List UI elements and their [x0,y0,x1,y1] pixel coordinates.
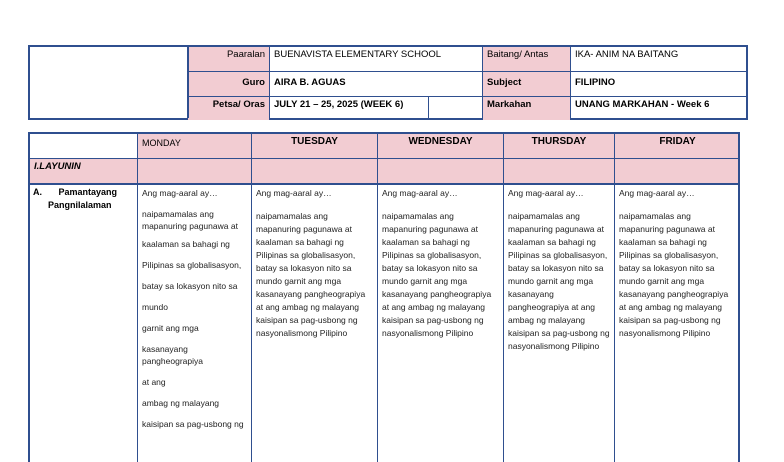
monday-content: Ang mag-aaral ay… naipamamalas ang mapanuring pagunawa at kaalaman sa bahagi ng Pilipinas sa globalisasyon, batay sa lokasyon nito sa mundo garnit ang mga kasanayang pangheograpiya at ang ambag ng malayang kaisipan sa pag-usbong ng [142,188,244,429]
day-header-monday: MONDAY [142,138,181,148]
quarter-label: Markahan [483,97,570,120]
row-label [33,186,135,212]
quarter-value: UNANG MARKAHAN - Week 6 [575,99,710,110]
friday-content: Ang mag-aaral ay… naipamamalas ang mapanuring pagunawa at kaalaman sa bahagi ng Pilipinas sa globalisasyon, batay sa lokasyon nito sa mundo garnit ang mga kasanayang pangheograpiya at ang ambag ng malayang kaisipan sa pag-usbong ng nasyonalismong Pilipino [619,188,729,338]
day-header-friday: FRIDAY [659,136,696,147]
teacher-label: Guro [188,72,269,96]
day-header-tuesday: TUESDAY [291,136,338,147]
date-value: JULY 21 – 25, 2025 (WEEK 6) [274,99,404,110]
row-label-line2: Pangnilalaman [48,200,112,210]
subject-label: Subject [483,72,570,96]
thursday-content: Ang mag-aaral ay… naipamamalas ang mapanuring pagunawa at kaalaman sa bahagi ng Pilipinas sa globalisasyon, batay sa lokasyon nito sa mundo garnit ang mga kasanayang pangheograpiya at ang ambag ng malayang kaisipan sa pag-usbong ng nasyonalismong Pilipino [508,188,610,351]
subject-value: FILIPINO [575,77,616,88]
wednesday-content: Ang mag-aaral ay… naipamamalas ang mapanuring pagunawa at kaalaman sa bahagi ng Pilipinas sa globalisasyon, batay sa lokasyon nito sa mundo garnit ang mga kasanayang pangheograpiya at ang ambag ng malayang kaisipan sa pag-usbong ng nasyonalismong Pilipino [382,188,492,338]
tuesday-content: Ang mag-aaral ay… naipamamalas ang mapanuring pagunawa at kaalaman sa bahagi ng Pilipinas sa globalisasyon, batay sa lokasyon nito sa mundo garnit ang mga kasanayang pangheograpiya at ang ambag ng malayang kaisipan sa pag-usbong ng nasyonalismong Pilipino [256,188,366,338]
row-label-line1: Pamantayang [58,187,118,197]
date-label: Petsa/ Oras [188,97,269,120]
row-label-letter: A. [33,187,42,197]
grade-value: IKA- ANIM NA BAITANG [575,49,679,60]
day-header-wednesday: WEDNESDAY [408,136,473,147]
section-title: I.LAYUNIN [34,161,81,172]
header-table [28,45,748,120]
school-label: Paaralan [188,47,269,71]
school-value: BUENAVISTA ELEMENTARY SCHOOL [274,49,442,60]
grade-label: Baitang/ Antas [483,47,570,71]
day-header-thursday: THURSDAY [531,136,587,147]
teacher-value: AIRA B. AGUAS [274,77,346,88]
lesson-plan-table [28,132,740,462]
